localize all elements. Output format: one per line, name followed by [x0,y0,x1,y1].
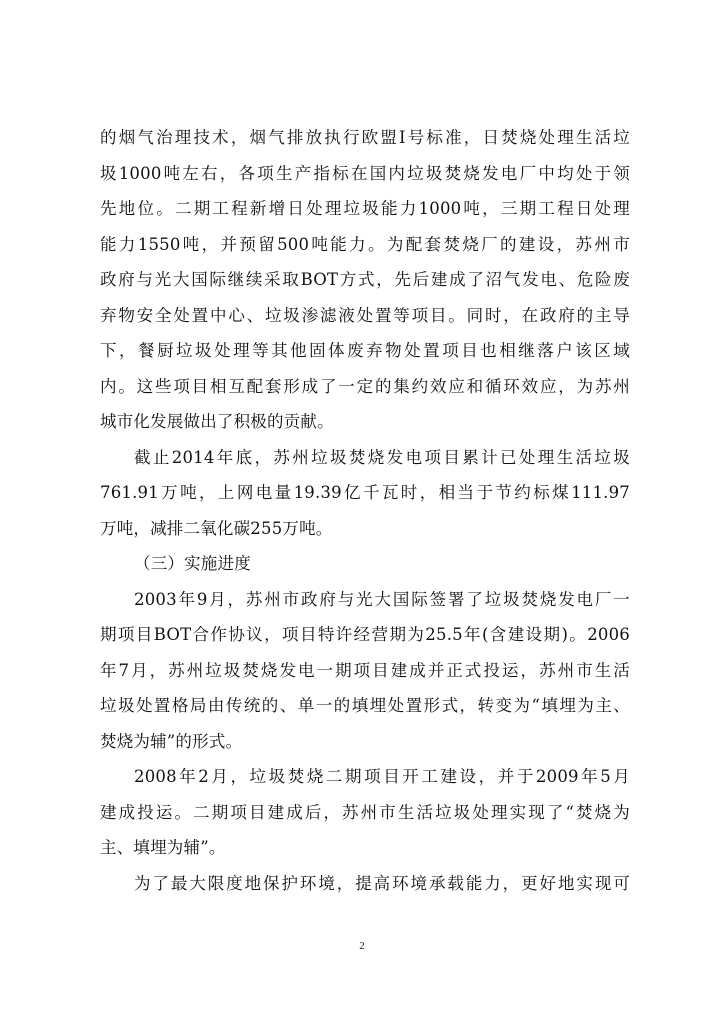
text-line: 万吨，减排二氧化碳255万吨。 [100,518,333,538]
text-line: 焚烧为辅”的形式。 [100,731,243,751]
text-line: 年7月，苏州垃圾焚烧发电一期项目建成并正式投运，苏州市生活 [100,660,630,680]
text-line: 2008年2月，垃圾焚烧二期项目开工建设，并于2009年5月 [134,767,630,786]
text-line: 能力1550吨，并预留500吨能力。为配套焚烧厂的建设，苏州市 [100,234,630,254]
text-line: 截止2014年底，苏州垃圾焚烧发电项目累计已处理生活垃圾 [134,447,630,467]
text-line: 的烟气治理技术，烟气排放执行欧盟Ⅰ号标准，日焚烧处理生活垃 [100,128,630,147]
text-line: 圾1000吨左右，各项生产指标在国内垃圾焚烧发电厂中均处于领 [100,163,630,183]
text-line: 主、填埋为辅”。 [100,838,226,857]
page-number: 2 [359,940,365,952]
section-heading: （三）实施进度 [134,554,251,573]
text-line: 为了最大限度地保护环境，提高环境承载能力，更好地实现可 [134,873,630,893]
text-line: 期项目BOT合作协议，项目特许经营期为25.5年(含建设期)。2006 [100,625,630,644]
text-line: 下，餐厨垃圾处理等其他固体废弃物处置项目也相继落户该区域 [100,341,630,360]
text-line: 2003年9月，苏州市政府与光大国际签署了垃圾焚烧发电厂一 [134,589,630,609]
document-body [100,120,630,901]
text-line: 弃物安全处置中心、垃圾渗滤液处置等项目。同时，在政府的主导 [100,305,630,325]
text-line: 建成投运。二期项目建成后，苏州市生活垃圾处理实现了“焚烧为 [100,802,630,822]
text-line: 先地位。二期工程新增日处理垃圾能力1000吨，三期工程日处理 [100,199,630,218]
text-line: 城市化发展做出了积极的贡献。 [100,412,334,431]
text-line: 政府与光大国际继续采取BOT方式，先后建成了沼气发电、危险废 [100,270,630,289]
text-line: 761.91万吨，上网电量19.39亿千瓦时，相当于节约标煤111.97 [100,483,630,502]
text-line: 内。这些项目相互配套形成了一定的集约效应和循环效应，为苏州 [100,376,630,396]
text-line: 垃圾处置格局由传统的、单一的填埋处置形式，转变为“填埋为主、 [100,696,630,715]
